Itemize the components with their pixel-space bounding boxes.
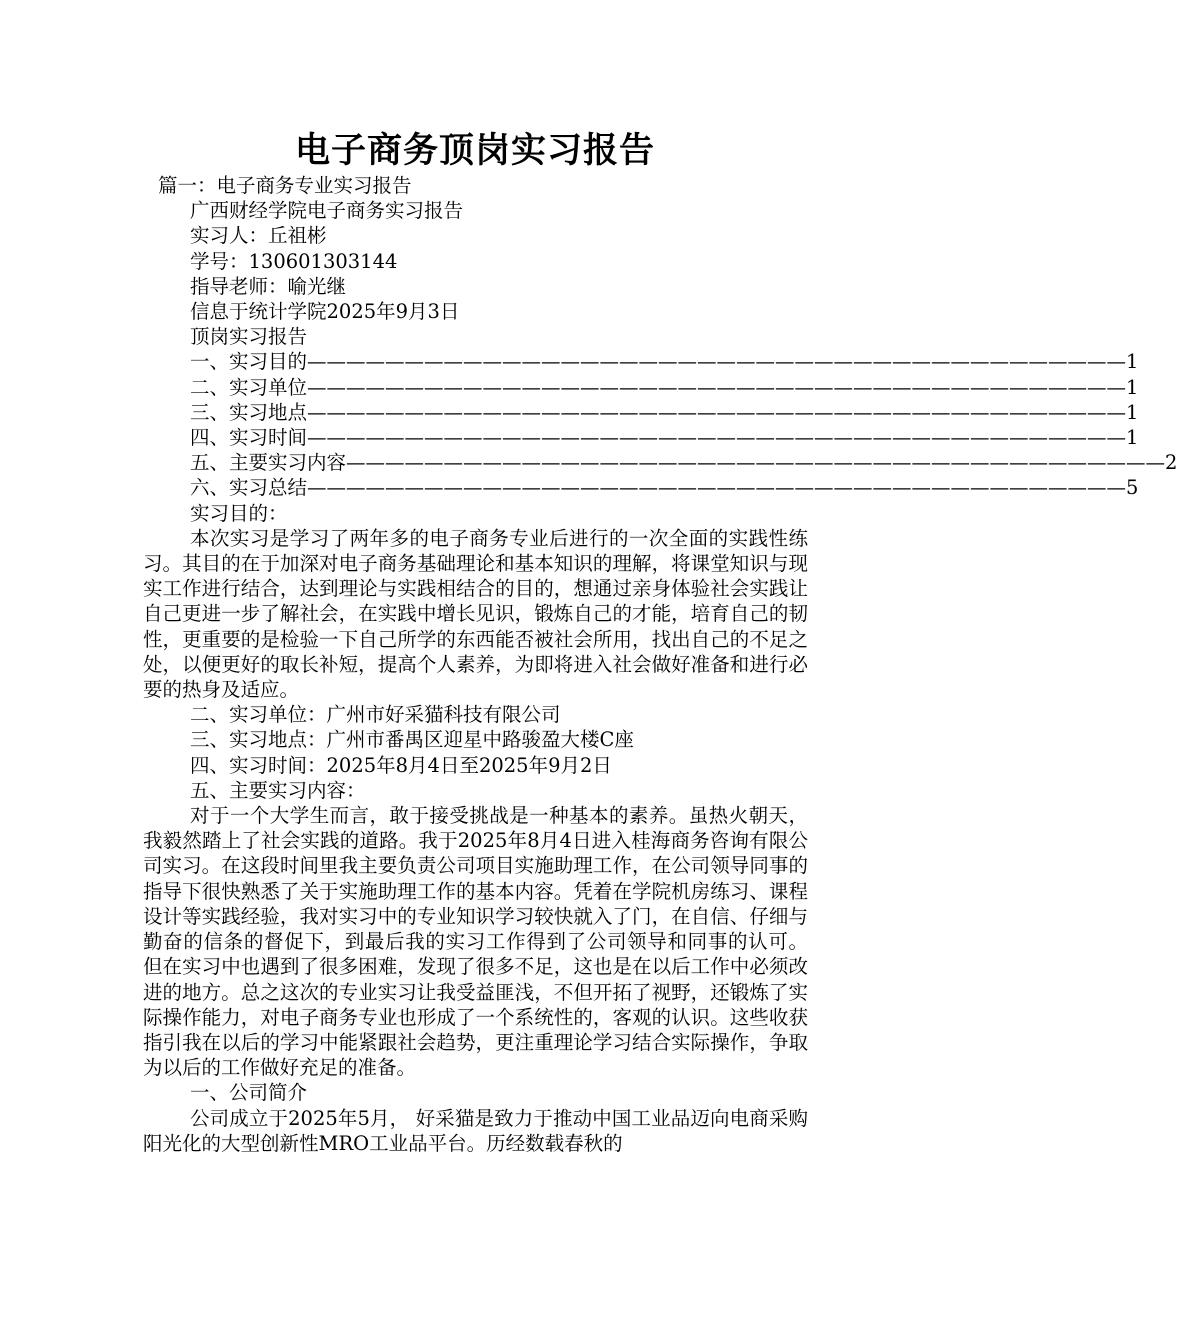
report-subtitle: 顶岗实习报告 (190, 325, 308, 349)
table-of-contents (143, 349, 1177, 500)
intern-name: 实习人：丘祖彬 (190, 224, 327, 248)
internship-time: 四、实习时间：2025年8月4日至2025年9月2日 (190, 753, 612, 777)
toc-leader: —————————————————————————————————————————— (307, 350, 1127, 374)
document-title: 电子商务顶岗实习报告 (294, 130, 655, 171)
school-report-title: 广西财经学院电子商务实习报告 (190, 199, 464, 223)
toc-label: 五、主要实习内容 (190, 451, 347, 475)
toc-leader: —————————————————————————————————————————— (346, 451, 1166, 475)
toc-page-number: 1 (1126, 426, 1139, 450)
toc-entry (143, 400, 1139, 425)
toc-page-number: 1 (1126, 375, 1139, 399)
toc-entry (143, 375, 1139, 400)
college-date: 信息于统计学院2025年9月3日 (190, 300, 460, 324)
purpose-heading: 实习目的： (190, 501, 288, 525)
toc-leader: —————————————————————————————————————————— (307, 375, 1127, 399)
advisor-name: 指导老师：喻光继 (190, 274, 347, 298)
toc-page-number: 5 (1126, 476, 1139, 500)
toc-label: 三、实习地点 (190, 400, 308, 424)
purpose-paragraph: 本次实习是学习了两年多的电子商务专业后进行的一次全面的实践性练习。其目的在于加深对电子商务基础理论和基本知识的理解，将课堂知识与现实工作进行结合，达到理论与实践相结合的目的，想通过亲身体验社会实践让自己更进一步了解社会，在实践中增长见识，锻炼自己的才能，培育自己的韧性，更重要的是检验一下自己所学的东西能否被社会所用，找出自己的不足之处，以便更好的取长补短，提高个人素养，为即将进入社会做好准备和进行必要的热身及适应。 (143, 526, 808, 702)
internship-unit: 二、实习单位：广州市好采猫科技有限公司 (190, 703, 561, 727)
toc-leader: —————————————————————————————————————————— (307, 400, 1127, 424)
toc-label: 四、实习时间 (190, 426, 308, 450)
toc-entry (143, 349, 1139, 374)
toc-page-number: 1 (1126, 350, 1139, 374)
toc-page-number: 1 (1126, 400, 1139, 424)
content-paragraph: 对于一个大学生而言，敢于接受挑战是一种基本的素养。虽热火朝天，我毅然踏上了社会实践的道路。我于2025年8月4日进入桂海商务咨询有限公司实习。在这段时间里我主要负责公司项目实施助理工作，在公司领导同事的指导下很快熟悉了关于实施助理工作的基本内容。凭着在学院机房练习、课程设计等实践经验，我对实习中的专业知识学习较快就入了门，在自信、仔细与勤奋的信条的督促下，到最后我的实习工作得到了公司领导和同事的认可。 但在实习中也遇到了很多困难，发现了很多不足，这也是在以后工作中必须改进的地方。总之这次的专业实习让我受益匪浅，不但开拓了视野，还锻炼了实际操作能力，对电子商务专业也形成了一个系统性的，客观的认识。这些收获指引我在以后的学习中能紧跟社会趋势，更注重理论学习结合实际操作，争取为以后的工作做好充足的准备。 (143, 804, 808, 1080)
company-heading: 一、公司简介 (190, 1081, 308, 1105)
toc-label: 一、实习目的 (190, 350, 308, 374)
toc-page-number: 2 (1165, 451, 1177, 475)
student-id: 学号：130601303144 (190, 249, 398, 273)
toc-leader: —————————————————————————————————————————— (307, 476, 1127, 500)
content-heading: 五、主要实习内容： (190, 778, 366, 802)
toc-label: 六、实习总结 (190, 476, 308, 500)
toc-entry (143, 450, 1177, 475)
section-heading: 篇一：电子商务专业实习报告 (158, 174, 412, 197)
toc-leader: —————————————————————————————————————————— (307, 426, 1127, 450)
company-paragraph: 公司成立于2025年5月， 好采猫是致力于推动中国工业品迈向电商采购阳光化的大型创新性MRO工业品平台。历经数载春秋的 (143, 1106, 808, 1155)
toc-label: 二、实习单位 (190, 375, 308, 399)
toc-entry (143, 425, 1139, 450)
toc-entry (143, 475, 1139, 500)
document-body (143, 173, 1177, 1156)
internship-location: 三、实习地点：广州市番禺区迎星中路骏盈大楼C座 (190, 728, 634, 752)
